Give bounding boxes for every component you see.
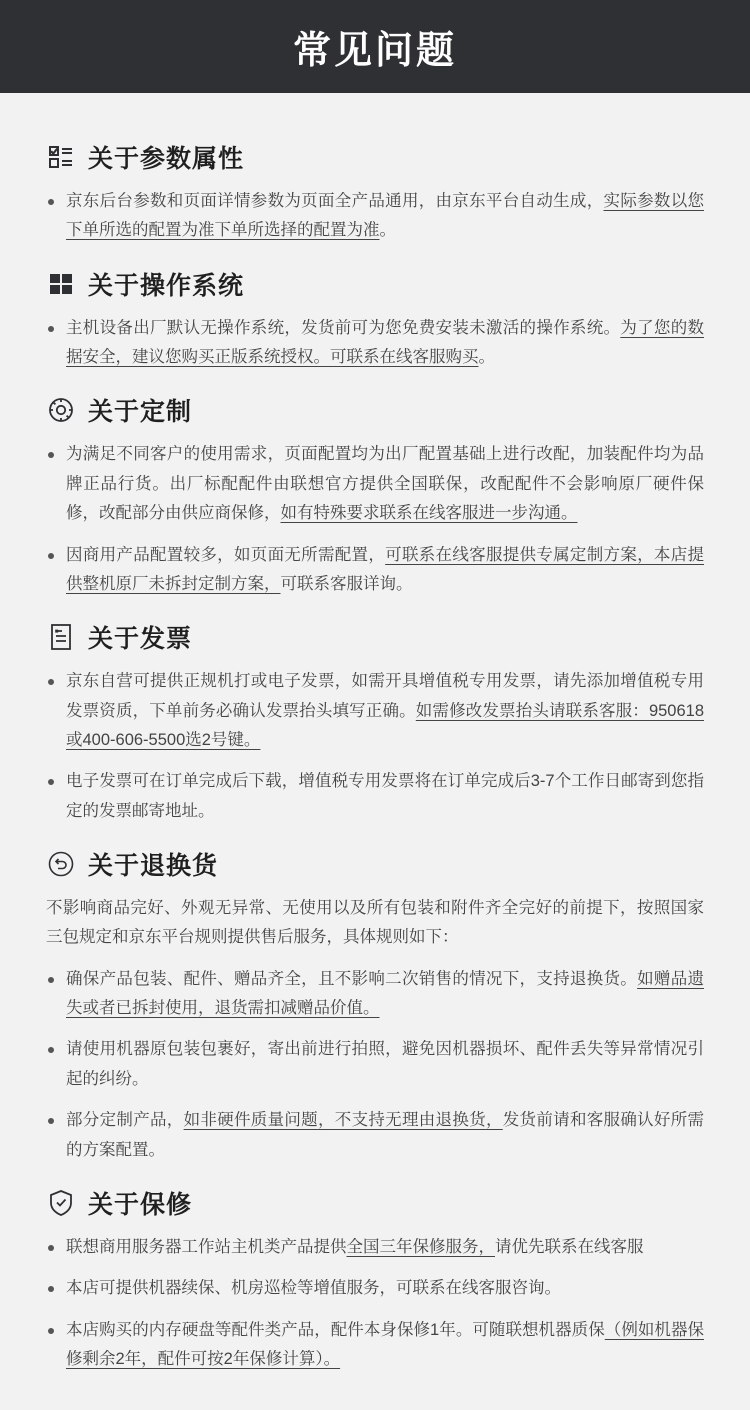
section-invoice: [46, 619, 704, 826]
shield-warranty-icon: [46, 1188, 76, 1218]
bullet-list: [46, 440, 704, 599]
page-header: [0, 0, 750, 93]
section-header: [46, 1185, 704, 1221]
section-intro-paragraph: 不影响商品完好、外观无异常、无使用以及所有包装和附件齐全完好的前提下，按照国家三包规定和京东平台规则提供售后服务，具体规则如下：: [46, 899, 704, 947]
section-title: 关于操作系统: [88, 271, 245, 300]
text-run: 。: [379, 221, 396, 240]
list-item: [46, 1274, 704, 1303]
list-item: [46, 767, 704, 826]
text-run: 请使用机器原包装包裹好，寄出前进行拍照，避免因机器损坏、配件丢失等异常情况引起的纠纷。: [66, 1040, 704, 1088]
text-run: 本店购买的内存硬盘等配件类产品，配件本身保修1年。可随联想机器质保: [66, 1320, 605, 1339]
bullet-list: [46, 187, 704, 246]
text-run-underlined: 全国三年保修服务，: [346, 1237, 495, 1256]
list-item: [46, 965, 704, 1024]
text-run: 主机设备出厂默认无操作系统，发货前可为您免费安装未激活的操作系统。: [66, 318, 621, 337]
text-run: 电子发票可在订单完成后下载，增值税专用发票将在订单完成后3-7个工作日邮寄到您指定的发票邮寄地址。: [66, 772, 704, 820]
text-run-underlined: 如非硬件质量问题，不支持无理由退换货，: [183, 1111, 503, 1130]
text-run: 联想商用服务器工作站主机类产品提供: [66, 1237, 347, 1256]
section-header: [46, 619, 704, 655]
section-title: 关于定制: [88, 398, 193, 427]
text-run-underlined: 为了您的数据安全，建议您购买正版系统授权。可联系在线客服购买: [66, 318, 705, 367]
invoice-document-icon: [46, 622, 76, 652]
section-title: 关于保修: [88, 1190, 193, 1219]
text-run-underlined: （例如机器保修剩余2年，配件可按2年保修计算）。: [66, 1320, 705, 1368]
return-goods-icon: [46, 849, 76, 879]
section-title: 关于退换货: [88, 852, 219, 881]
text-run: 京东后台参数和页面详情参数为页面全产品通用，由京东平台自动生成，: [66, 192, 604, 210]
text-run: 京东自营可提供正规机打或电子发票，如需开具增值税专用发票，请先添加增值税专用发票资质，下单前务必确认发票抬头填写正确。: [66, 672, 704, 720]
windows-icon: [46, 269, 76, 299]
list-item: [46, 440, 704, 528]
list-item: [46, 1035, 704, 1094]
list-item: [46, 541, 704, 600]
list-item: [46, 314, 704, 373]
section-operating-system: [46, 266, 704, 373]
list-item: [46, 1106, 704, 1165]
list-item: [46, 667, 704, 755]
list-check-icon: [46, 142, 76, 172]
text-run-underlined: 如赠品遗失或者已拆封使用，退货需扣减赠品价值。: [66, 969, 705, 1018]
text-run: 可联系客服详询。: [280, 574, 413, 593]
list-item: [46, 187, 704, 246]
section-customization: [46, 392, 704, 599]
bullet-list: [46, 965, 704, 1165]
bullet-list: [46, 1233, 704, 1374]
bottom-spacer: [46, 1386, 704, 1410]
section-header: [46, 266, 704, 302]
bullet-list: [46, 314, 704, 373]
list-item: [46, 1233, 704, 1262]
bullet-list: [46, 667, 704, 826]
section-title: 关于参数属性: [88, 145, 245, 173]
text-run-underlined: 如有特殊要求联系在线客服进一步沟通。: [280, 504, 578, 523]
text-run: 为满足不同客户的使用需求，页面配置均为出厂配置基础上进行改配，加装配件均为品牌正品行货。出厂标配配件由联想官方提供全国联保，改配配件不会影响原厂硬件保修，改配部分由供应商保修，: [66, 445, 704, 523]
text-run-underlined: 如需修改发票抬头请联系客服：950618或400-606-5500选2号键。: [66, 701, 704, 749]
settings-gear-icon: [46, 395, 76, 425]
list-item: [46, 1316, 704, 1375]
section-title: 关于发票: [88, 625, 193, 654]
section-header: [46, 392, 704, 428]
text-run: 请优先联系在线客服: [495, 1237, 644, 1256]
text-run: 本店可提供机器续保、机房巡检等增值服务，可联系在线客服咨询。: [66, 1279, 561, 1298]
text-run-underlined: 可联系在线客服提供专属定制方案，本店提供整机原厂未拆封定制方案，: [66, 545, 705, 593]
text-run: 。: [478, 348, 495, 367]
page-title: 常见问题: [292, 30, 457, 72]
text-run-underlined: 实际参数以您下单所选的配置为准下单所选择的配置为准: [66, 192, 705, 240]
text-run: 发货前请和客服确认好所需的方案配置。: [66, 1111, 705, 1159]
faq-content: [0, 93, 750, 1410]
section-header: [46, 846, 704, 882]
section-header: [46, 139, 704, 175]
section-params: [46, 139, 704, 246]
text-run: 部分定制产品，: [66, 1111, 184, 1130]
section-returns: [46, 846, 704, 1165]
text-run: 因商用产品配置较多，如页面无所需配置，: [66, 545, 386, 564]
section-warranty: [46, 1185, 704, 1374]
text-run: 确保产品包装、配件、赠品齐全，且不影响二次销售的情况下，支持退换货。: [66, 969, 638, 988]
